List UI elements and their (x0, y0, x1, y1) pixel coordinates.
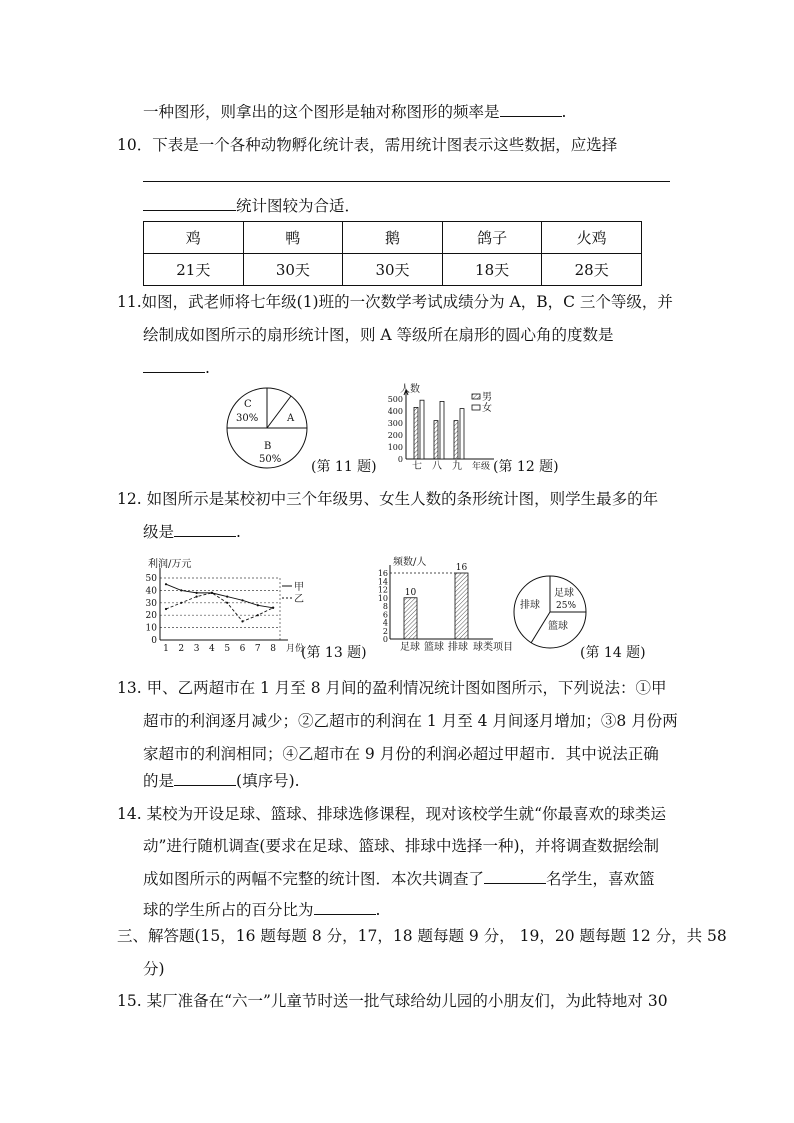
q9-answer-blank[interactable] (500, 102, 562, 117)
legend-label: 女 (482, 403, 492, 414)
data-point (196, 592, 198, 594)
y-tick-label: 300 (387, 419, 403, 428)
table-row (144, 254, 642, 286)
data-label: 16 (455, 563, 468, 573)
q14-caption: (第 14 题) (580, 645, 646, 661)
pie-label: 30% (236, 413, 259, 424)
pie-label: B (264, 441, 272, 452)
q11-line1: 11.如图，武老师将七年级(1)班的一次数学考试成绩分为 A，B，C 三个等级，并 (117, 293, 673, 311)
q14-end: . (375, 901, 381, 919)
series-line-乙 (166, 593, 273, 622)
bar-男 (414, 407, 418, 459)
q12-answer-blank[interactable] (174, 522, 236, 537)
legend-label: 甲 (294, 582, 304, 593)
y-tick-label: 4 (382, 618, 388, 628)
q10-line1: 10．下表是一个各种动物孵化统计表，需用统计图表示这些数据，应选择 (117, 136, 618, 154)
q13-line4-text: 的是 (143, 772, 175, 790)
data-point (257, 614, 259, 616)
y-tick-label: 30 (145, 598, 157, 609)
x-axis-label: 月份 (286, 644, 305, 654)
table-header-cell: 鸭 (243, 222, 343, 254)
y-tick-label: 20 (145, 611, 157, 622)
data-point (272, 607, 274, 609)
bar-女 (420, 400, 424, 459)
q10-answer-blank-line[interactable] (143, 181, 670, 182)
x-axis-label: 球类项目 (473, 642, 513, 653)
pie-label: 篮球 (548, 621, 568, 632)
y-tick-label: 500 (387, 395, 403, 404)
pie-label: 足球 (554, 588, 574, 599)
q14-answer-blank-1[interactable] (484, 869, 546, 884)
x-tick-label: 八 (432, 461, 442, 472)
table-cell: 30天 (343, 254, 443, 286)
y-tick-label: 14 (377, 577, 388, 587)
x-tick-label: 5 (224, 644, 231, 654)
pie-label: A (287, 413, 295, 424)
y-tick-label: 0 (397, 455, 403, 464)
y-tick-label: 8 (382, 602, 388, 611)
x-tick-label: 排球 (448, 642, 468, 653)
y-tick-label: 50 (145, 574, 157, 584)
q11-caption: (第 11 题) (311, 459, 377, 475)
q10-answer-blank[interactable] (143, 196, 236, 211)
legend-label: 乙 (294, 594, 304, 605)
x-tick-label: 4 (209, 644, 215, 654)
legend-swatch (472, 405, 480, 410)
data-point (180, 589, 182, 591)
x-tick-label: 足球 (400, 642, 420, 653)
q9-end: . (561, 103, 567, 121)
y-tick-label: 10 (377, 593, 388, 603)
y-tick-label: 6 (382, 610, 388, 620)
x-tick-label: 七 (412, 461, 422, 472)
legend-label: 男 (482, 392, 492, 403)
data-label: 10 (404, 587, 417, 598)
x-tick-label: 2 (178, 644, 185, 654)
y-tick-label: 200 (387, 431, 403, 440)
bar-男 (434, 421, 438, 459)
data-point (165, 608, 167, 610)
q14-line4 (143, 900, 380, 920)
q11-line3 (143, 358, 210, 378)
x-tick-label: 篮球 (424, 642, 444, 653)
x-tick-label: 6 (239, 644, 246, 654)
table-header-cell: 鸡 (144, 222, 244, 254)
x-tick-label: 8 (270, 644, 276, 654)
q14-line1: 14. 某校为开设足球、篮球、排球选修课程，现对该校学生就“你最喜欢的球类运 (117, 805, 667, 823)
x-tick-label: 7 (254, 644, 261, 654)
data-point (226, 602, 228, 604)
q11-line2: 绘制成如图所示的扇形统计图，则 A 等级所在扇形的圆心角的度数是 (143, 326, 614, 344)
pie-label: C (244, 399, 252, 410)
section3-heading-line1: 三、解答题(15，16 题每题 8 分，17，18 题每题 9 分， 19，20 题每题 12 分，共 58 (117, 927, 727, 945)
x-axis-label: 年级 (472, 462, 491, 472)
bar-男 (454, 421, 458, 459)
q13-line3: 家超市的利润相同；④乙超市在 9 月份的利润必超过甲超市．其中说法正确 (143, 745, 659, 763)
q14-pie-chart (510, 572, 590, 652)
q13-answer-blank[interactable] (174, 771, 236, 786)
bar-女 (440, 401, 444, 459)
q13-line4-end: (填序号). (236, 772, 300, 790)
q9-line (143, 102, 566, 122)
q12-caption: (第 12 题) (493, 459, 559, 475)
q11-answer-blank[interactable] (143, 358, 205, 373)
q11-pie-chart (224, 385, 324, 475)
q9-text: 一种图形，则拿出的这个图形是轴对称图形的频率是 (143, 103, 500, 121)
q10-line2-text: 统计图较为合适． (236, 197, 361, 215)
data-point (226, 596, 228, 598)
y-tick-label: 0 (151, 636, 157, 646)
bar-女 (460, 409, 464, 459)
q13-line4 (143, 771, 300, 791)
table-cell: 21天 (144, 254, 244, 286)
q12-line2 (143, 522, 241, 542)
q14-answer-blank-2[interactable] (314, 900, 376, 915)
pie-label: 50% (259, 454, 282, 465)
y-axis-label: 频数/人 (393, 557, 427, 568)
q13-line1: 13. 甲、乙两超市在 1 月至 8 月间的盈利情况统计图如图所示，下列说法：①甲 (117, 679, 667, 697)
series-line-甲 (166, 584, 273, 608)
x-tick-label: 1 (163, 644, 169, 654)
bar (404, 598, 417, 639)
y-tick-label: 0 (382, 635, 388, 644)
y-tick-label: 12 (377, 585, 388, 595)
pie-label: 25% (556, 601, 577, 611)
y-tick-label: 400 (387, 407, 403, 416)
y-tick-label: 16 (377, 569, 388, 578)
table-header-cell: 鹅 (343, 222, 443, 254)
y-tick-label: 10 (145, 623, 157, 634)
q12-end: . (236, 523, 241, 541)
q14-line3 (143, 869, 655, 889)
q15-line1: 15. 某厂准备在“六一”儿童节时送一批气球给幼儿园的小朋友们，为此特地对 30 (117, 992, 668, 1010)
data-point (196, 596, 198, 598)
data-point (180, 602, 182, 604)
pie-label: 排球 (520, 600, 540, 611)
y-axis-label: 利润/万元 (148, 559, 192, 570)
hatch-table (143, 221, 642, 286)
x-tick-label: 3 (193, 644, 200, 654)
q14-line2: 动”进行随机调查(要求在足球、篮球、排球中选择一种)，并将调查数据绘制 (143, 837, 660, 855)
data-point (241, 620, 243, 622)
q13-caption: (第 13 题) (301, 645, 367, 661)
data-point (165, 583, 167, 585)
y-tick-label: 40 (145, 586, 157, 597)
section3-heading-line2: 分) (143, 960, 165, 978)
table-header-cell: 鸽子 (442, 222, 542, 254)
y-tick-label: 100 (387, 443, 403, 452)
bar (455, 573, 468, 639)
y-tick-label: 2 (382, 626, 388, 636)
q13-line-chart (140, 556, 305, 656)
q10-line2 (143, 196, 360, 216)
q11-end: . (205, 359, 210, 377)
data-point (257, 604, 259, 606)
q12-line1: 12. 如图所示是某校初中三个年级男、女生人数的条形统计图，则学生最多的年 (117, 490, 659, 508)
data-point (211, 592, 213, 594)
q14-line4-text: 球的学生所占的百分比为 (143, 901, 314, 919)
data-point (241, 599, 243, 601)
q12-bar-chart (378, 383, 508, 473)
table-cell: 18天 (442, 254, 542, 286)
q14-bar-chart (375, 553, 525, 653)
table-row (144, 222, 642, 254)
y-axis-label: 人数 (400, 384, 420, 395)
table-cell: 30天 (243, 254, 343, 286)
q14-line3-end: 名学生，喜欢篮 (546, 870, 655, 888)
x-tick-label: 九 (452, 461, 462, 472)
legend-swatch (472, 394, 480, 399)
table-header-cell: 火鸡 (542, 222, 642, 254)
q12-line2-text: 级是 (143, 523, 175, 541)
table-cell: 28天 (542, 254, 642, 286)
q14-line3-text: 成如图所示的两幅不完整的统计图．本次共调查了 (143, 870, 485, 888)
q13-line2: 超市的利润逐月减少；②乙超市的利润在 1 月至 4 月间逐月增加；③8 月份两 (143, 712, 678, 730)
